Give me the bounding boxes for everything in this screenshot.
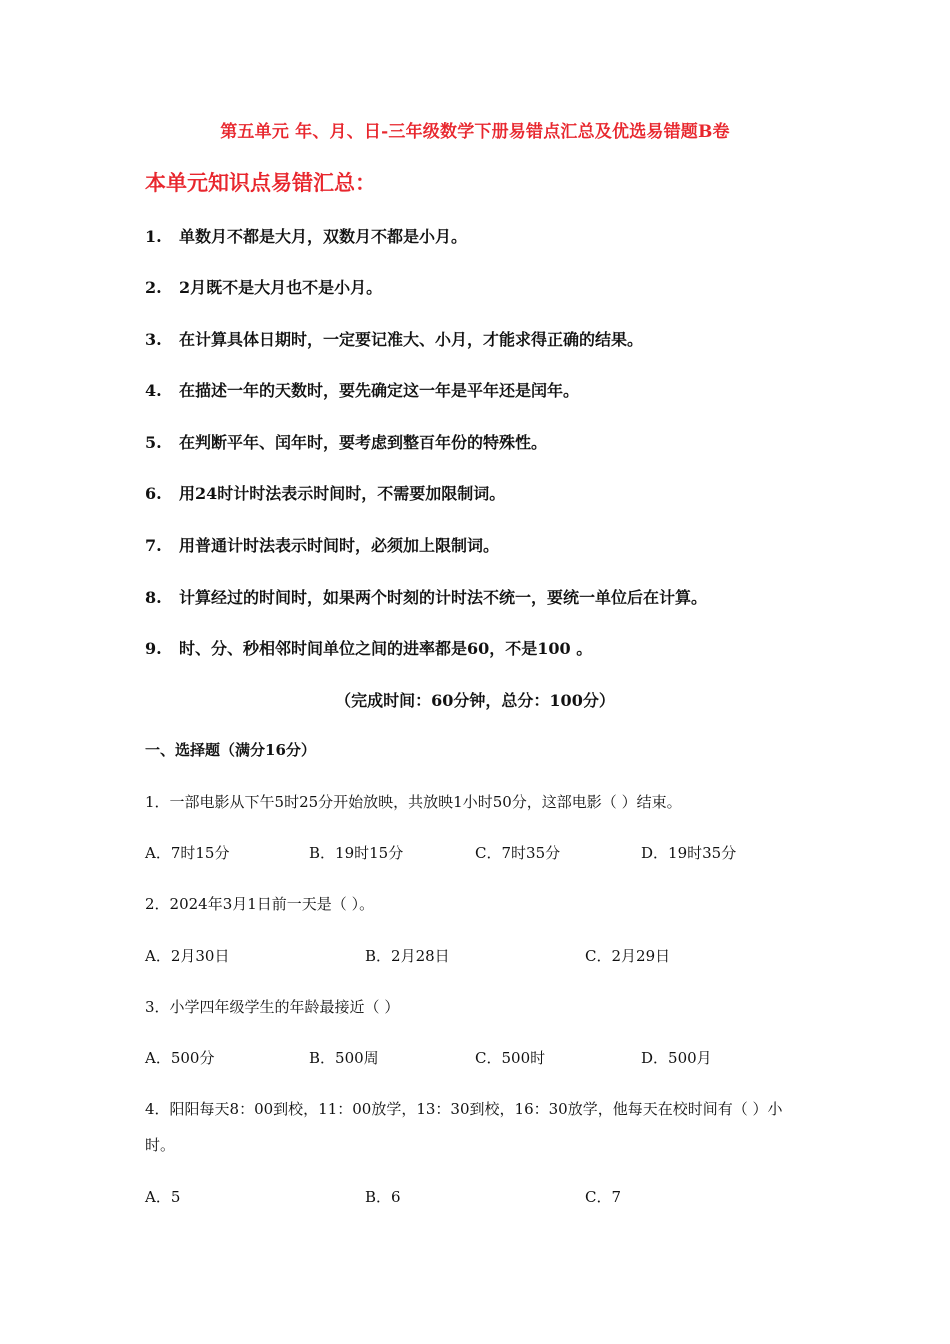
tip-number: 9. [145,639,162,658]
tip-item [145,481,505,505]
option-a: A．2月30日 [145,947,230,965]
tip-item [145,327,643,351]
option-c: C．2月29日 [585,947,671,965]
section-heading: 本单元知识点易错汇总： [145,170,376,195]
tip-number: 7. [145,536,162,555]
option-b: B．500周 [309,1049,379,1067]
tip-text: 2月既不是大月也不是小月。 [179,278,383,297]
option-a: A．5 [145,1188,181,1206]
option-b: B．19时15分 [309,844,404,862]
tip-text: 用普通计时法表示时间时，必须加上限制词。 [179,536,500,555]
question-stem: 1．一部电影从下午5时25分开始放映，共放映1小时50分，这部电影（ ）结束。 [145,793,682,811]
question-stem: 4．阳阳每天8：00到校，11：00放学，13：30到校，16：30放学，他每天在校时间有（ ）小时。 [145,1100,783,1154]
tip-item [145,378,579,402]
option-b: B．6 [365,1188,401,1206]
tip-text: 在计算具体日期时，一定要记准大、小月，才能求得正确的结果。 [179,330,644,349]
tip-number: 4. [145,381,162,400]
option-d: D．500月 [641,1049,712,1067]
tip-text: 在描述一年的天数时，要先确定这一年是平年还是闰年。 [179,381,580,400]
tip-item [145,636,592,660]
question-stem: 3．小学四年级学生的年龄最接近（ ） [145,998,400,1016]
option-d: D．19时35分 [641,844,737,862]
tip-item [145,224,467,248]
document-title: 第五单元 年、月、日-三年级数学下册易错点汇总及优选易错题B卷 [220,122,730,142]
option-a: A．500分 [145,1049,215,1067]
tip-item [145,585,707,609]
tip-item [145,275,382,299]
question-options [145,1186,805,1210]
tip-text: 在判断平年、闰年时，要考虑到整百年份的特殊性。 [179,433,548,452]
tip-item [145,430,547,454]
tip-number: 1. [145,227,162,246]
option-c: C．500时 [475,1049,546,1067]
tip-text: 单数月不都是大月，双数月不都是小月。 [179,227,468,246]
option-b: B．2月28日 [365,947,450,965]
option-a: A．7时15分 [145,844,230,862]
question-options [145,1047,805,1071]
tip-number: 6. [145,484,162,503]
tip-item [145,533,499,557]
option-c: C．7 [585,1188,622,1206]
tip-number: 3. [145,330,162,349]
tip-number: 8. [145,588,162,607]
question-stem: 2．2024年3月1日前一天是（ ）。 [145,895,375,913]
option-c: C．7时35分 [475,844,561,862]
question-options [145,842,805,866]
tip-number: 2. [145,278,162,297]
exam-info: （完成时间：60分钟，总分：100分） [335,691,615,710]
tip-text: 计算经过的时间时，如果两个时刻的计时法不统一，要统一单位后在计算。 [179,588,708,607]
tip-text: 时、分、秒相邻时间单位之间的进率都是60，不是100 。 [179,639,593,658]
tip-text: 用24时计时法表示时间时，不需要加限制词。 [179,484,506,503]
question-options [145,945,805,969]
part-heading: 一、选择题（满分16分） [145,741,316,759]
tip-number: 5. [145,433,162,452]
